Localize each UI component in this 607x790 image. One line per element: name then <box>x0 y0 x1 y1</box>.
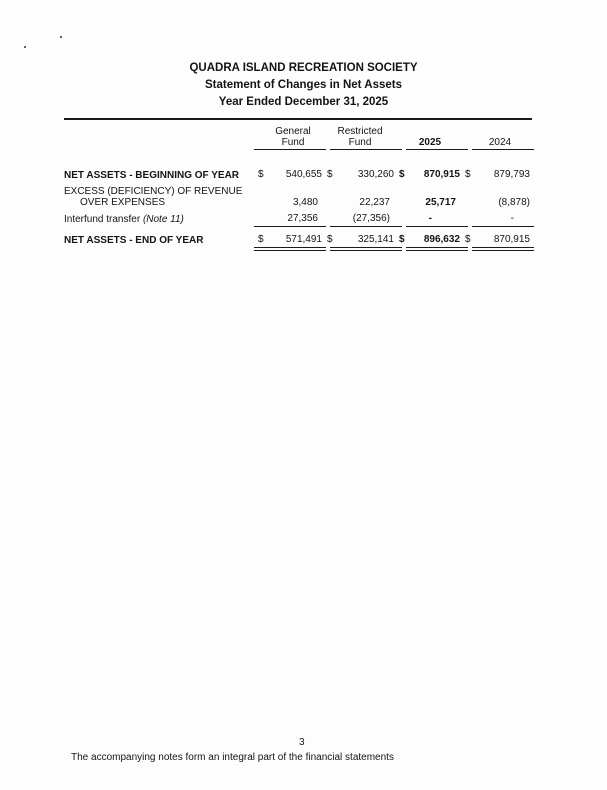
currency-sign: $ <box>465 169 471 180</box>
currency-sign: $ <box>258 234 264 245</box>
row-interfund-label <box>64 214 184 225</box>
row-excess-general: 3,480 <box>292 197 318 208</box>
total-double-underline <box>330 247 402 248</box>
scan-speck <box>60 36 62 38</box>
row-interfund-restricted: (27,356) <box>352 213 390 224</box>
row-interfund-2024: - <box>510 213 514 224</box>
row-ending-2025: 896,632 <box>423 234 460 245</box>
row-ending-restricted: 325,141 <box>357 234 394 245</box>
col-general-line2: Fund <box>281 137 305 148</box>
header-underline-2024 <box>472 149 534 150</box>
header-underline-restricted <box>330 149 402 150</box>
total-double-underline <box>472 250 534 251</box>
currency-sign: $ <box>465 234 471 245</box>
subtotal-underline <box>406 226 468 227</box>
scan-speck <box>24 46 26 48</box>
currency-sign: $ <box>327 169 333 180</box>
row-beginning-2024: 879,793 <box>493 169 530 180</box>
col-restricted-line1: Restricted <box>337 126 383 137</box>
total-double-underline <box>472 247 534 248</box>
page-number: 3 <box>299 737 305 748</box>
subtotal-underline <box>330 226 402 227</box>
row-ending-general: 571,491 <box>285 234 322 245</box>
top-rule <box>64 118 532 120</box>
row-beginning-label: NET ASSETS - BEGINNING OF YEAR <box>64 170 240 181</box>
row-beginning-restricted: 330,260 <box>357 169 394 180</box>
subtotal-underline <box>472 226 534 227</box>
col-general-line1: General <box>275 126 311 137</box>
col-restricted-line2: Fund <box>348 137 372 148</box>
row-excess-restricted: 22,237 <box>359 197 390 208</box>
currency-sign: $ <box>327 234 333 245</box>
row-interfund-general: 27,356 <box>287 213 318 224</box>
total-double-underline <box>406 250 468 251</box>
total-double-underline <box>254 247 326 248</box>
row-ending-2024: 870,915 <box>493 234 530 245</box>
header-underline-2025 <box>406 149 468 150</box>
statement-period: Year Ended December 31, 2025 <box>218 96 389 108</box>
row-ending-label: NET ASSETS - END OF YEAR <box>64 235 204 246</box>
footer-note: The accompanying notes form an integral part of the financial statements <box>71 752 394 763</box>
org-name: QUADRA ISLAND RECREATION SOCIETY <box>189 62 418 74</box>
row-excess-2024: (8,878) <box>498 197 530 208</box>
total-double-underline <box>406 247 468 248</box>
row-excess-2025: 25,717 <box>425 197 456 208</box>
currency-sign: $ <box>399 169 405 180</box>
total-double-underline <box>254 250 326 251</box>
total-double-underline <box>330 250 402 251</box>
row-interfund-2025: - <box>428 213 432 224</box>
row-interfund-note-ref[interactable]: (Note 11) <box>142 214 184 225</box>
row-interfund-label-text: Interfund transfer <box>64 214 141 225</box>
header-underline-general <box>254 149 326 150</box>
col-2025: 2025 <box>418 137 442 148</box>
statement-title: Statement of Changes in Net Assets <box>204 79 403 91</box>
currency-sign: $ <box>258 169 264 180</box>
row-beginning-2025: 870,915 <box>423 169 460 180</box>
subtotal-underline <box>254 226 326 227</box>
row-excess-label-line1: EXCESS (DEFICIENCY) OF REVENUE <box>64 186 243 197</box>
row-beginning-general: 540,655 <box>285 169 322 180</box>
col-2024: 2024 <box>488 137 512 148</box>
currency-sign: $ <box>399 234 405 245</box>
row-excess-label-line2: OVER EXPENSES <box>80 197 166 208</box>
